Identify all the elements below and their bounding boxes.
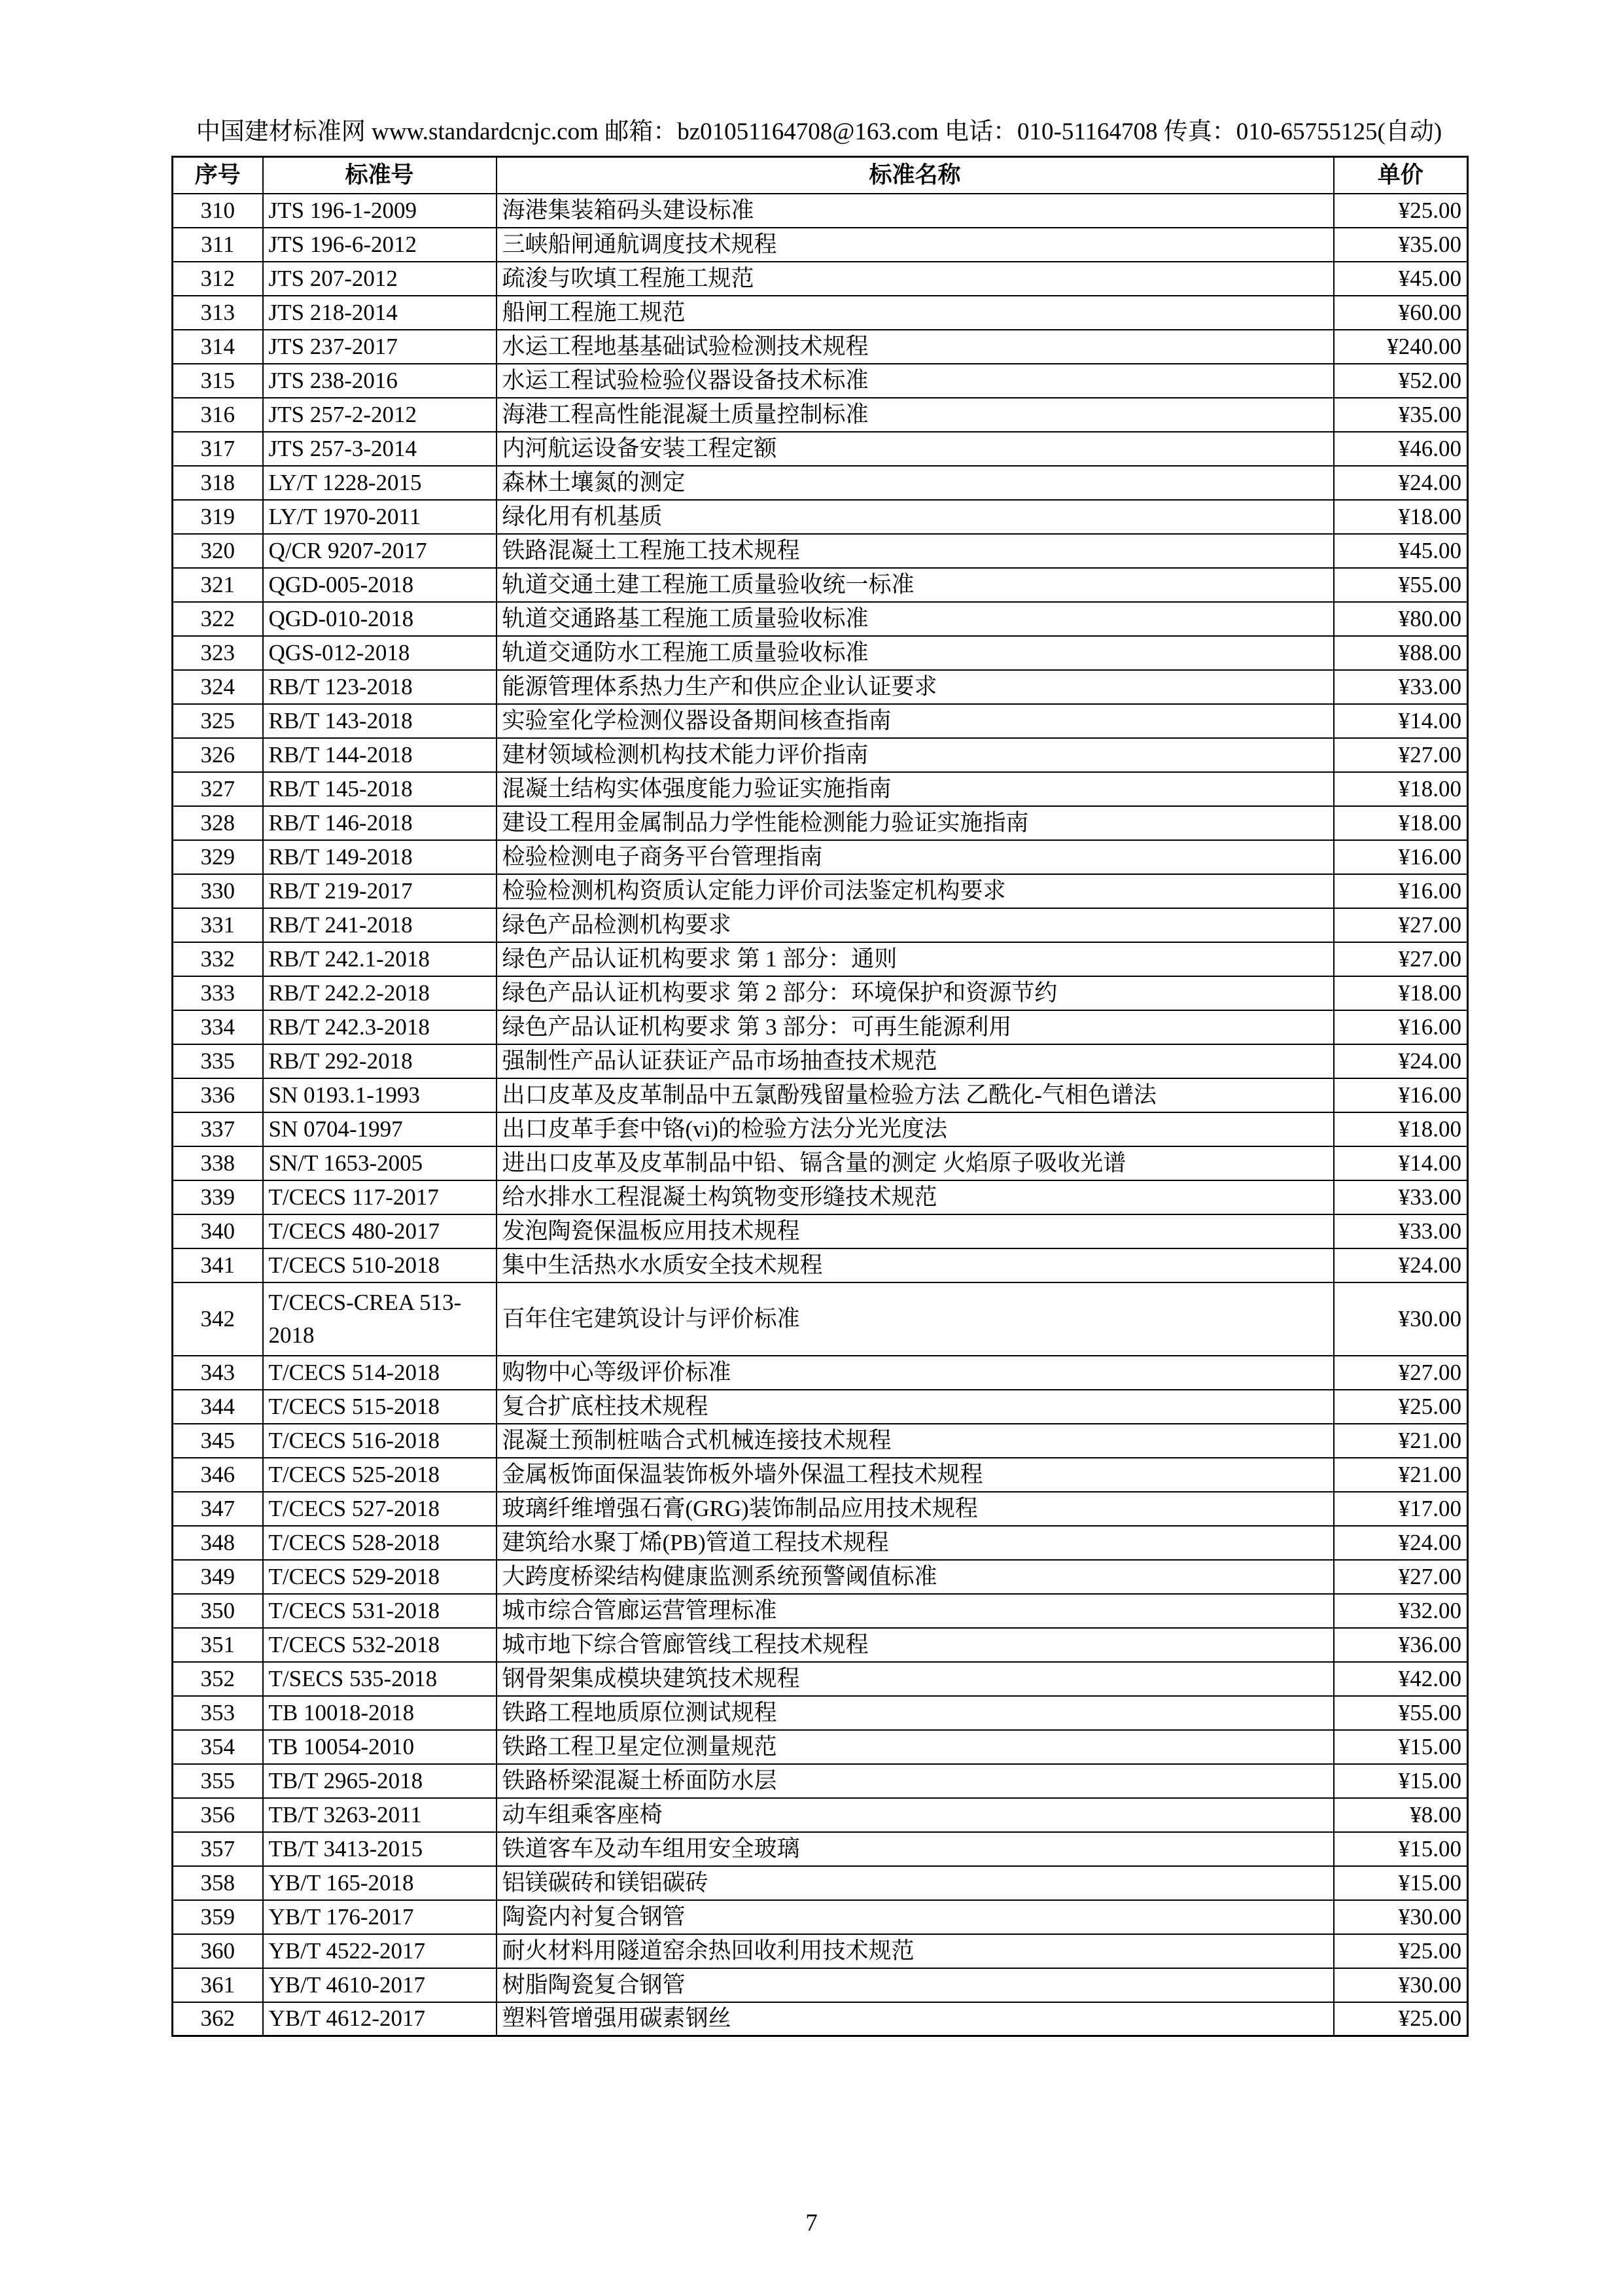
unit-price: ¥30.00 <box>1334 1968 1468 2002</box>
standard-code: YB/T 4612-2017 <box>263 2002 497 2036</box>
row-number: 317 <box>173 432 263 466</box>
unit-price: ¥16.00 <box>1334 1010 1468 1044</box>
standard-code: T/CECS 527-2018 <box>263 1492 497 1526</box>
table-row <box>173 262 1468 296</box>
unit-price: ¥35.00 <box>1334 228 1468 262</box>
table-row <box>173 1180 1468 1214</box>
table-row <box>173 1832 1468 1866</box>
unit-price: ¥33.00 <box>1334 670 1468 704</box>
standard-code: T/CECS 117-2017 <box>263 1180 497 1214</box>
standard-code: RB/T 242.3-2018 <box>263 1010 497 1044</box>
unit-price: ¥240.00 <box>1334 330 1468 364</box>
table-row <box>173 1424 1468 1458</box>
table-row <box>173 1560 1468 1594</box>
row-number: 316 <box>173 398 263 432</box>
row-number: 333 <box>173 976 263 1010</box>
table-row <box>173 1112 1468 1146</box>
table-row <box>173 636 1468 670</box>
standard-code: RB/T 241-2018 <box>263 908 497 942</box>
standard-code: RB/T 146-2018 <box>263 806 497 840</box>
standard-code: RB/T 242.1-2018 <box>263 942 497 976</box>
row-number: 326 <box>173 738 263 772</box>
row-number: 324 <box>173 670 263 704</box>
unit-price: ¥36.00 <box>1334 1628 1468 1662</box>
row-number: 338 <box>173 1146 263 1180</box>
table-row <box>173 1764 1468 1798</box>
standard-name: 出口皮革手套中铬(vi)的检验方法分光光度法 <box>497 1112 1334 1146</box>
table-row <box>173 704 1468 738</box>
standard-code: JTS 237-2017 <box>263 330 497 364</box>
unit-price: ¥35.00 <box>1334 398 1468 432</box>
table-row <box>173 534 1468 568</box>
standard-name: 集中生活热水水质安全技术规程 <box>497 1248 1334 1282</box>
table-row <box>173 908 1468 942</box>
standard-code: QGD-010-2018 <box>263 602 497 636</box>
unit-price: ¥18.00 <box>1334 500 1468 534</box>
unit-price: ¥17.00 <box>1334 1492 1468 1526</box>
unit-price: ¥46.00 <box>1334 432 1468 466</box>
table-row <box>173 432 1468 466</box>
standard-name: 轨道交通路基工程施工质量验收标准 <box>497 602 1334 636</box>
unit-price: ¥14.00 <box>1334 704 1468 738</box>
standard-code: T/CECS 510-2018 <box>263 1248 497 1282</box>
standard-name: 绿色产品检测机构要求 <box>497 908 1334 942</box>
row-number: 335 <box>173 1044 263 1078</box>
row-number: 352 <box>173 1662 263 1696</box>
standard-code: RB/T 145-2018 <box>263 772 497 806</box>
standard-name: 购物中心等级评价标准 <box>497 1356 1334 1390</box>
row-number: 318 <box>173 466 263 500</box>
table-row <box>173 1458 1468 1492</box>
unit-price: ¥14.00 <box>1334 1146 1468 1180</box>
row-number: 343 <box>173 1356 263 1390</box>
table-row <box>173 296 1468 330</box>
table-row <box>173 874 1468 908</box>
unit-price: ¥45.00 <box>1334 534 1468 568</box>
standard-name: 给水排水工程混凝土构筑物变形缝技术规范 <box>497 1180 1334 1214</box>
unit-price: ¥45.00 <box>1334 262 1468 296</box>
standard-name: 动车组乘客座椅 <box>497 1798 1334 1832</box>
standard-code: RB/T 149-2018 <box>263 840 497 874</box>
unit-price: ¥27.00 <box>1334 942 1468 976</box>
standard-name: 大跨度桥梁结构健康监测系统预警阈值标准 <box>497 1560 1334 1594</box>
standard-code: T/CECS 525-2018 <box>263 1458 497 1492</box>
standard-name: 三峡船闸通航调度技术规程 <box>497 228 1334 262</box>
standard-name: 船闸工程施工规范 <box>497 296 1334 330</box>
standard-name: 疏浚与吹填工程施工规范 <box>497 262 1334 296</box>
row-number: 341 <box>173 1248 263 1282</box>
standard-code: RB/T 144-2018 <box>263 738 497 772</box>
standard-code: QGS-012-2018 <box>263 636 497 670</box>
standard-name: 轨道交通防水工程施工质量验收标准 <box>497 636 1334 670</box>
standard-code: T/SECS 535-2018 <box>263 1662 497 1696</box>
table-row <box>173 1628 1468 1662</box>
standard-name: 海港工程高性能混凝土质量控制标准 <box>497 398 1334 432</box>
row-number: 310 <box>173 194 263 228</box>
standard-code: T/CECS 480-2017 <box>263 1214 497 1248</box>
standard-name: 塑料管增强用碳素钢丝 <box>497 2002 1334 2036</box>
row-number: 334 <box>173 1010 263 1044</box>
unit-price: ¥27.00 <box>1334 1560 1468 1594</box>
standard-name: 能源管理体系热力生产和供应企业认证要求 <box>497 670 1334 704</box>
standard-name: 水运工程试验检验仪器设备技术标准 <box>497 364 1334 398</box>
table-row <box>173 1934 1468 1968</box>
table-row <box>173 840 1468 874</box>
standard-name: 绿色产品认证机构要求 第 3 部分：可再生能源利用 <box>497 1010 1334 1044</box>
standard-code: YB/T 165-2018 <box>263 1866 497 1900</box>
unit-price: ¥16.00 <box>1334 840 1468 874</box>
standard-name: 森林土壤氮的测定 <box>497 466 1334 500</box>
table-row <box>173 1282 1468 1356</box>
table-row <box>173 1214 1468 1248</box>
unit-price: ¥88.00 <box>1334 636 1468 670</box>
unit-price: ¥60.00 <box>1334 296 1468 330</box>
table-row <box>173 1696 1468 1730</box>
table-row <box>173 1662 1468 1696</box>
table-row <box>173 194 1468 228</box>
standard-code: TB 10018-2018 <box>263 1696 497 1730</box>
unit-price: ¥33.00 <box>1334 1180 1468 1214</box>
column-header-code: 标准号 <box>263 157 497 194</box>
unit-price: ¥21.00 <box>1334 1424 1468 1458</box>
unit-price: ¥24.00 <box>1334 1044 1468 1078</box>
unit-price: ¥15.00 <box>1334 1866 1468 1900</box>
table-row <box>173 1900 1468 1934</box>
unit-price: ¥55.00 <box>1334 568 1468 602</box>
standard-code: T/CECS 531-2018 <box>263 1594 497 1628</box>
standard-name: 铁道客车及动车组用安全玻璃 <box>497 1832 1334 1866</box>
standard-code: T/CECS-CREA 513-2018 <box>263 1282 497 1356</box>
unit-price: ¥42.00 <box>1334 1662 1468 1696</box>
standard-code: YB/T 4610-2017 <box>263 1968 497 2002</box>
unit-price: ¥18.00 <box>1334 1112 1468 1146</box>
table-row <box>173 568 1468 602</box>
unit-price: ¥27.00 <box>1334 1356 1468 1390</box>
row-number: 319 <box>173 500 263 534</box>
unit-price: ¥55.00 <box>1334 1696 1468 1730</box>
row-number: 315 <box>173 364 263 398</box>
table-row <box>173 466 1468 500</box>
table-row <box>173 1866 1468 1900</box>
standard-code: YB/T 4522-2017 <box>263 1934 497 1968</box>
standard-code: RB/T 242.2-2018 <box>263 976 497 1010</box>
row-number: 355 <box>173 1764 263 1798</box>
table-row <box>173 500 1468 534</box>
standard-code: TB/T 3413-2015 <box>263 1832 497 1866</box>
standard-name: 钢骨架集成模块建筑技术规程 <box>497 1662 1334 1696</box>
column-header-name: 标准名称 <box>497 157 1334 194</box>
standard-name: 检验检测电子商务平台管理指南 <box>497 840 1334 874</box>
table-row <box>173 602 1468 636</box>
standard-name: 出口皮革及皮革制品中五氯酚残留量检验方法 乙酰化-气相色谱法 <box>497 1078 1334 1112</box>
row-number: 351 <box>173 1628 263 1662</box>
row-number: 344 <box>173 1390 263 1424</box>
table-row <box>173 1010 1468 1044</box>
column-header-no: 序号 <box>173 157 263 194</box>
table-row <box>173 1594 1468 1628</box>
standard-code: JTS 238-2016 <box>263 364 497 398</box>
row-number: 312 <box>173 262 263 296</box>
table-header-row <box>173 157 1468 194</box>
unit-price: ¥25.00 <box>1334 194 1468 228</box>
standard-name: 铝镁碳砖和镁铝碳砖 <box>497 1866 1334 1900</box>
standard-code: TB/T 2965-2018 <box>263 1764 497 1798</box>
standard-name: 建材领域检测机构技术能力评价指南 <box>497 738 1334 772</box>
table-row <box>173 228 1468 262</box>
standard-name: 百年住宅建筑设计与评价标准 <box>497 1282 1334 1356</box>
unit-price: ¥16.00 <box>1334 874 1468 908</box>
unit-price: ¥80.00 <box>1334 602 1468 636</box>
table-row <box>173 1356 1468 1390</box>
standard-code: JTS 196-1-2009 <box>263 194 497 228</box>
standard-name: 绿色产品认证机构要求 第 1 部分：通则 <box>497 942 1334 976</box>
row-number: 347 <box>173 1492 263 1526</box>
standard-name: 复合扩底柱技术规程 <box>497 1390 1334 1424</box>
table-row <box>173 772 1468 806</box>
standard-name: 铁路工程卫星定位测量规范 <box>497 1730 1334 1764</box>
standard-code: TB 10054-2010 <box>263 1730 497 1764</box>
table-row <box>173 1078 1468 1112</box>
row-number: 325 <box>173 704 263 738</box>
standard-code: T/CECS 529-2018 <box>263 1560 497 1594</box>
table-row <box>173 1390 1468 1424</box>
standard-code: T/CECS 514-2018 <box>263 1356 497 1390</box>
standard-code: JTS 207-2012 <box>263 262 497 296</box>
row-number: 311 <box>173 228 263 262</box>
standard-name: 建筑给水聚丁烯(PB)管道工程技术规程 <box>497 1526 1334 1560</box>
table-row <box>173 1492 1468 1526</box>
standard-code: SN 0193.1-1993 <box>263 1078 497 1112</box>
table-row <box>173 1730 1468 1764</box>
unit-price: ¥15.00 <box>1334 1730 1468 1764</box>
standard-code: T/CECS 532-2018 <box>263 1628 497 1662</box>
standard-code: SN/T 1653-2005 <box>263 1146 497 1180</box>
unit-price: ¥33.00 <box>1334 1214 1468 1248</box>
table-row <box>173 1526 1468 1560</box>
row-number: 328 <box>173 806 263 840</box>
row-number: 353 <box>173 1696 263 1730</box>
row-number: 356 <box>173 1798 263 1832</box>
standard-name: 水运工程地基基础试验检测技术规程 <box>497 330 1334 364</box>
standard-name: 海港集装箱码头建设标准 <box>497 194 1334 228</box>
row-number: 322 <box>173 602 263 636</box>
row-number: 350 <box>173 1594 263 1628</box>
unit-price: ¥25.00 <box>1334 2002 1468 2036</box>
row-number: 358 <box>173 1866 263 1900</box>
row-number: 332 <box>173 942 263 976</box>
row-number: 342 <box>173 1282 263 1356</box>
standard-name: 绿色产品认证机构要求 第 2 部分：环境保护和资源节约 <box>497 976 1334 1010</box>
table-row <box>173 738 1468 772</box>
unit-price: ¥18.00 <box>1334 772 1468 806</box>
unit-price: ¥30.00 <box>1334 1900 1468 1934</box>
standard-name: 城市地下综合管廊管线工程技术规程 <box>497 1628 1334 1662</box>
standard-name: 陶瓷内衬复合钢管 <box>497 1900 1334 1934</box>
unit-price: ¥21.00 <box>1334 1458 1468 1492</box>
standard-code: YB/T 176-2017 <box>263 1900 497 1934</box>
standard-code: QGD-005-2018 <box>263 568 497 602</box>
standard-code: SN 0704-1997 <box>263 1112 497 1146</box>
row-number: 345 <box>173 1424 263 1458</box>
row-number: 362 <box>173 2002 263 2036</box>
standard-name: 混凝土预制桩啮合式机械连接技术规程 <box>497 1424 1334 1458</box>
table-row <box>173 942 1468 976</box>
unit-price: ¥27.00 <box>1334 908 1468 942</box>
standard-name: 金属板饰面保温装饰板外墙外保温工程技术规程 <box>497 1458 1334 1492</box>
unit-price: ¥16.00 <box>1334 1078 1468 1112</box>
standard-name: 发泡陶瓷保温板应用技术规程 <box>497 1214 1334 1248</box>
row-number: 348 <box>173 1526 263 1560</box>
row-number: 314 <box>173 330 263 364</box>
table-row <box>173 806 1468 840</box>
unit-price: ¥15.00 <box>1334 1832 1468 1866</box>
row-number: 354 <box>173 1730 263 1764</box>
standard-name: 实验室化学检测仪器设备期间核查指南 <box>497 704 1334 738</box>
standard-code: TB/T 3263-2011 <box>263 1798 497 1832</box>
standard-name: 强制性产品认证获证产品市场抽查技术规范 <box>497 1044 1334 1078</box>
row-number: 339 <box>173 1180 263 1214</box>
unit-price: ¥32.00 <box>1334 1594 1468 1628</box>
table-row <box>173 1798 1468 1832</box>
row-number: 359 <box>173 1900 263 1934</box>
standard-code: T/CECS 528-2018 <box>263 1526 497 1560</box>
standard-code: T/CECS 515-2018 <box>263 1390 497 1424</box>
standard-name: 内河航运设备安装工程定额 <box>497 432 1334 466</box>
row-number: 349 <box>173 1560 263 1594</box>
table-body <box>173 194 1468 2036</box>
table-row <box>173 670 1468 704</box>
row-number: 361 <box>173 1968 263 2002</box>
standard-name: 检验检测机构资质认定能力评价司法鉴定机构要求 <box>497 874 1334 908</box>
unit-price: ¥24.00 <box>1334 1526 1468 1560</box>
unit-price: ¥25.00 <box>1334 1390 1468 1424</box>
standard-code: RB/T 219-2017 <box>263 874 497 908</box>
standard-name: 铁路工程地质原位测试规程 <box>497 1696 1334 1730</box>
unit-price: ¥27.00 <box>1334 738 1468 772</box>
row-number: 337 <box>173 1112 263 1146</box>
standard-name: 绿化用有机基质 <box>497 500 1334 534</box>
standard-name: 铁路桥梁混凝土桥面防水层 <box>497 1764 1334 1798</box>
table-row <box>173 1044 1468 1078</box>
row-number: 340 <box>173 1214 263 1248</box>
unit-price: ¥25.00 <box>1334 1934 1468 1968</box>
standard-code: JTS 257-2-2012 <box>263 398 497 432</box>
standard-name: 城市综合管廊运营管理标准 <box>497 1594 1334 1628</box>
table-row <box>173 398 1468 432</box>
unit-price: ¥18.00 <box>1334 976 1468 1010</box>
standard-name: 玻璃纤维增强石膏(GRG)装饰制品应用技术规程 <box>497 1492 1334 1526</box>
row-number: 330 <box>173 874 263 908</box>
standard-code: JTS 218-2014 <box>263 296 497 330</box>
standard-name: 树脂陶瓷复合钢管 <box>497 1968 1334 2002</box>
unit-price: ¥24.00 <box>1334 1248 1468 1282</box>
row-number: 321 <box>173 568 263 602</box>
table-row <box>173 1968 1468 2002</box>
table-row <box>173 976 1468 1010</box>
standard-code: JTS 196-6-2012 <box>263 228 497 262</box>
unit-price: ¥18.00 <box>1334 806 1468 840</box>
standard-code: Q/CR 9207-2017 <box>263 534 497 568</box>
row-number: 331 <box>173 908 263 942</box>
standard-code: RB/T 143-2018 <box>263 704 497 738</box>
row-number: 329 <box>173 840 263 874</box>
row-number: 360 <box>173 1934 263 1968</box>
page-header: 中国建材标准网 www.standardcnjc.com 邮箱：bz01051164708@163.com 电话：010-51164708 传真：010-65755125(自动) <box>196 118 1442 145</box>
table-row <box>173 364 1468 398</box>
row-number: 336 <box>173 1078 263 1112</box>
table-row <box>173 2002 1468 2036</box>
standard-code: LY/T 1970-2011 <box>263 500 497 534</box>
standard-name: 建设工程用金属制品力学性能检测能力验证实施指南 <box>497 806 1334 840</box>
column-header-price: 单价 <box>1334 157 1468 194</box>
standard-name: 混凝土结构实体强度能力验证实施指南 <box>497 772 1334 806</box>
standard-name: 铁路混凝土工程施工技术规程 <box>497 534 1334 568</box>
standards-table <box>171 156 1469 2037</box>
unit-price: ¥8.00 <box>1334 1798 1468 1832</box>
unit-price: ¥15.00 <box>1334 1764 1468 1798</box>
standard-name: 轨道交通土建工程施工质量验收统一标准 <box>497 568 1334 602</box>
unit-price: ¥30.00 <box>1334 1282 1468 1356</box>
table-row <box>173 1146 1468 1180</box>
row-number: 346 <box>173 1458 263 1492</box>
row-number: 313 <box>173 296 263 330</box>
standard-code: LY/T 1228-2015 <box>263 466 497 500</box>
unit-price: ¥24.00 <box>1334 466 1468 500</box>
standard-name: 耐火材料用隧道窑余热回收利用技术规范 <box>497 1934 1334 1968</box>
unit-price: ¥52.00 <box>1334 364 1468 398</box>
page-number: 7 <box>805 2210 818 2236</box>
table-row <box>173 330 1468 364</box>
row-number: 357 <box>173 1832 263 1866</box>
standard-code: T/CECS 516-2018 <box>263 1424 497 1458</box>
row-number: 327 <box>173 772 263 806</box>
standard-code: RB/T 292-2018 <box>263 1044 497 1078</box>
standard-name: 进出口皮革及皮革制品中铅、镉含量的测定 火焰原子吸收光谱 <box>497 1146 1334 1180</box>
table-row <box>173 1248 1468 1282</box>
standard-code: RB/T 123-2018 <box>263 670 497 704</box>
row-number: 323 <box>173 636 263 670</box>
row-number: 320 <box>173 534 263 568</box>
standard-code: JTS 257-3-2014 <box>263 432 497 466</box>
